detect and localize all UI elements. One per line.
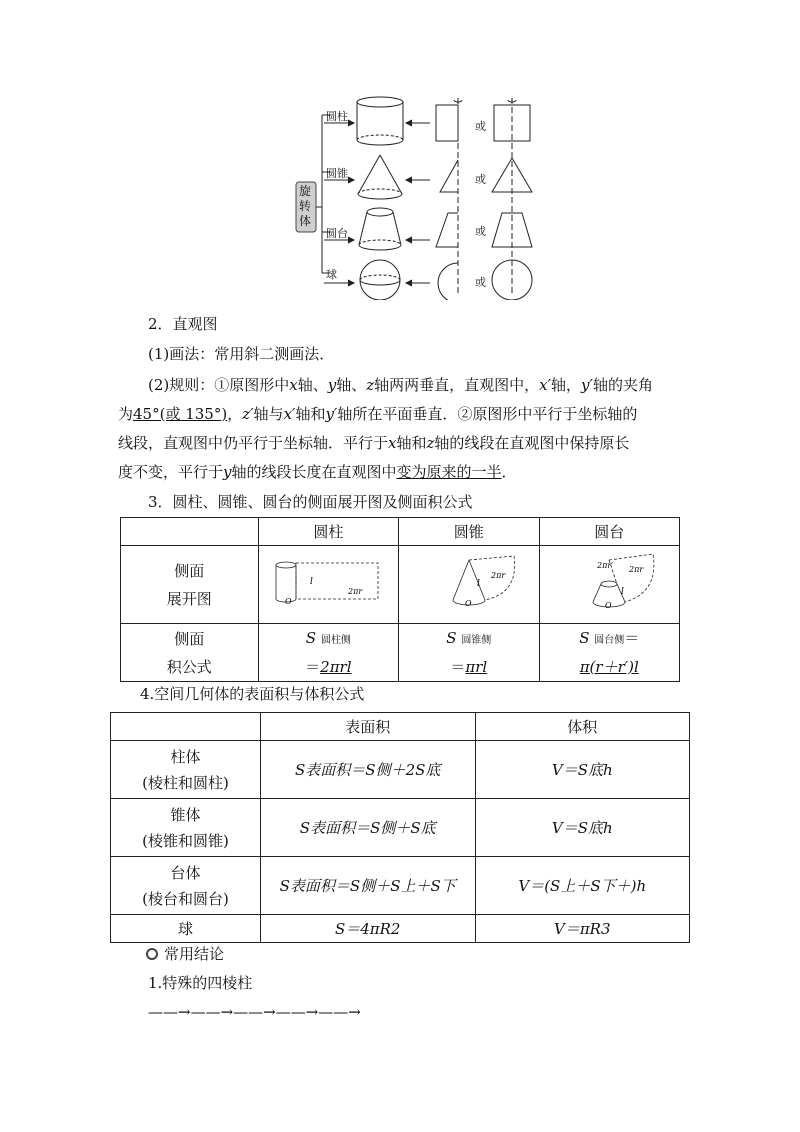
fig-label-2pir-prime: 2πr′ <box>597 560 614 570</box>
branch-label-cylinder: 圆柱 <box>326 110 348 123</box>
header-surface-area: 表面积 <box>260 713 475 741</box>
section2-heading: 2．直观图 <box>148 315 218 333</box>
section2-p3: 为45°(或 135°)，z′轴与x′轴和y′轴所在平面垂直．②原图形中平行于坐标轴的 <box>118 405 638 423</box>
gear-bullet-icon <box>146 948 158 960</box>
header-volume: 体积 <box>475 713 690 741</box>
corner-cell <box>121 518 259 546</box>
cylinder-unfold-figure <box>258 546 398 624</box>
section4-heading: 4.空间几何体的表面积与体积公式 <box>140 685 365 703</box>
fig-label-2pir: 2πr <box>490 570 505 580</box>
row-label-pyramid: 锥体 (棱锥和圆锥) <box>111 799 261 857</box>
section2-p5: 度不变，平行于y轴的线段长度在直观图中变为原来的一半． <box>118 463 517 481</box>
fig-label-o: O <box>285 596 292 606</box>
fig-label-l: l <box>476 578 480 589</box>
row-label-frustum: 台体 (棱台和圆台) <box>111 857 261 915</box>
corner-cell <box>111 713 261 741</box>
frustum-unfold-figure <box>539 546 679 624</box>
header-cone: 圆锥 <box>399 518 539 546</box>
branch-label-cone: 圆锥 <box>326 167 348 180</box>
section3-heading: 3．圆柱、圆锥、圆台的侧面展开图及侧面积公式 <box>148 493 473 511</box>
branch-label-frustum: 圆台 <box>326 227 348 240</box>
row-unfold-label: 侧面 展开图 <box>121 546 259 624</box>
frustum-area-formula: S表面积＝S侧＋S上＋S下 <box>260 857 475 915</box>
prism-volume-formula: V＝S底h <box>475 741 690 799</box>
fig-label-o: O <box>464 598 472 608</box>
row-label-prism: 柱体 (棱柱和圆柱) <box>111 741 261 799</box>
header-frustum: 圆台 <box>539 518 679 546</box>
prism-area-formula: S表面积＝S侧＋2S底 <box>260 741 475 799</box>
sphere-volume-formula: V＝πR3 <box>475 915 690 943</box>
fig-label-o: O <box>605 600 612 610</box>
header-cylinder: 圆柱 <box>258 518 398 546</box>
frustum-lateral-formula: S 圆台侧＝ π(r＋r′)l <box>539 624 679 682</box>
section2-p4: 线段，直观图中仍平行于坐标轴．平行于x轴和z轴的线段在直观图中保持原长 <box>118 434 630 452</box>
cone-lateral-formula: S 圆锥侧 ＝πrl <box>399 624 539 682</box>
cone-unfold-figure <box>399 546 539 624</box>
sphere-area-formula: S＝4πR2 <box>260 915 475 943</box>
or-label-4: 或 <box>475 276 486 289</box>
lateral-area-table <box>120 517 680 682</box>
section5-heading: 常用结论 <box>146 944 224 964</box>
or-label-1: 或 <box>475 120 486 133</box>
cylinder-lateral-formula: S 圆柱侧 ＝2πrl <box>258 624 398 682</box>
fig-label-2pir: 2πr <box>348 586 363 596</box>
pyramid-area-formula: S表面积＝S侧＋S底 <box>260 799 475 857</box>
section5-arrows: ——→——→——→——→——→ <box>148 1003 361 1021</box>
or-label-2: 或 <box>475 173 486 186</box>
fig-label-2pir: 2πr <box>629 564 644 574</box>
section5-item1: 1.特殊的四棱柱 <box>148 974 253 992</box>
section2-p2: (2)规则：①原图形中x轴、y轴、z轴两两垂直，直观图中，x′轴，y′轴的夹角 <box>148 376 653 394</box>
row-formula-label: 侧面 积公式 <box>121 624 259 682</box>
or-label-3: 或 <box>475 225 486 238</box>
row-label-sphere: 球 <box>111 915 261 943</box>
fig-label-l: l <box>621 586 625 597</box>
branch-label-sphere: 球 <box>326 268 337 281</box>
section2-p1: (1)画法：常用斜二测画法． <box>148 345 335 363</box>
surface-volume-table <box>110 712 690 943</box>
diagram-root-label: 旋转体 <box>298 184 311 228</box>
pyramid-volume-formula: V＝S底h <box>475 799 690 857</box>
frustum-volume-formula: V＝(S上＋S下＋)h <box>475 857 690 915</box>
fig-label-l: l <box>310 576 314 587</box>
